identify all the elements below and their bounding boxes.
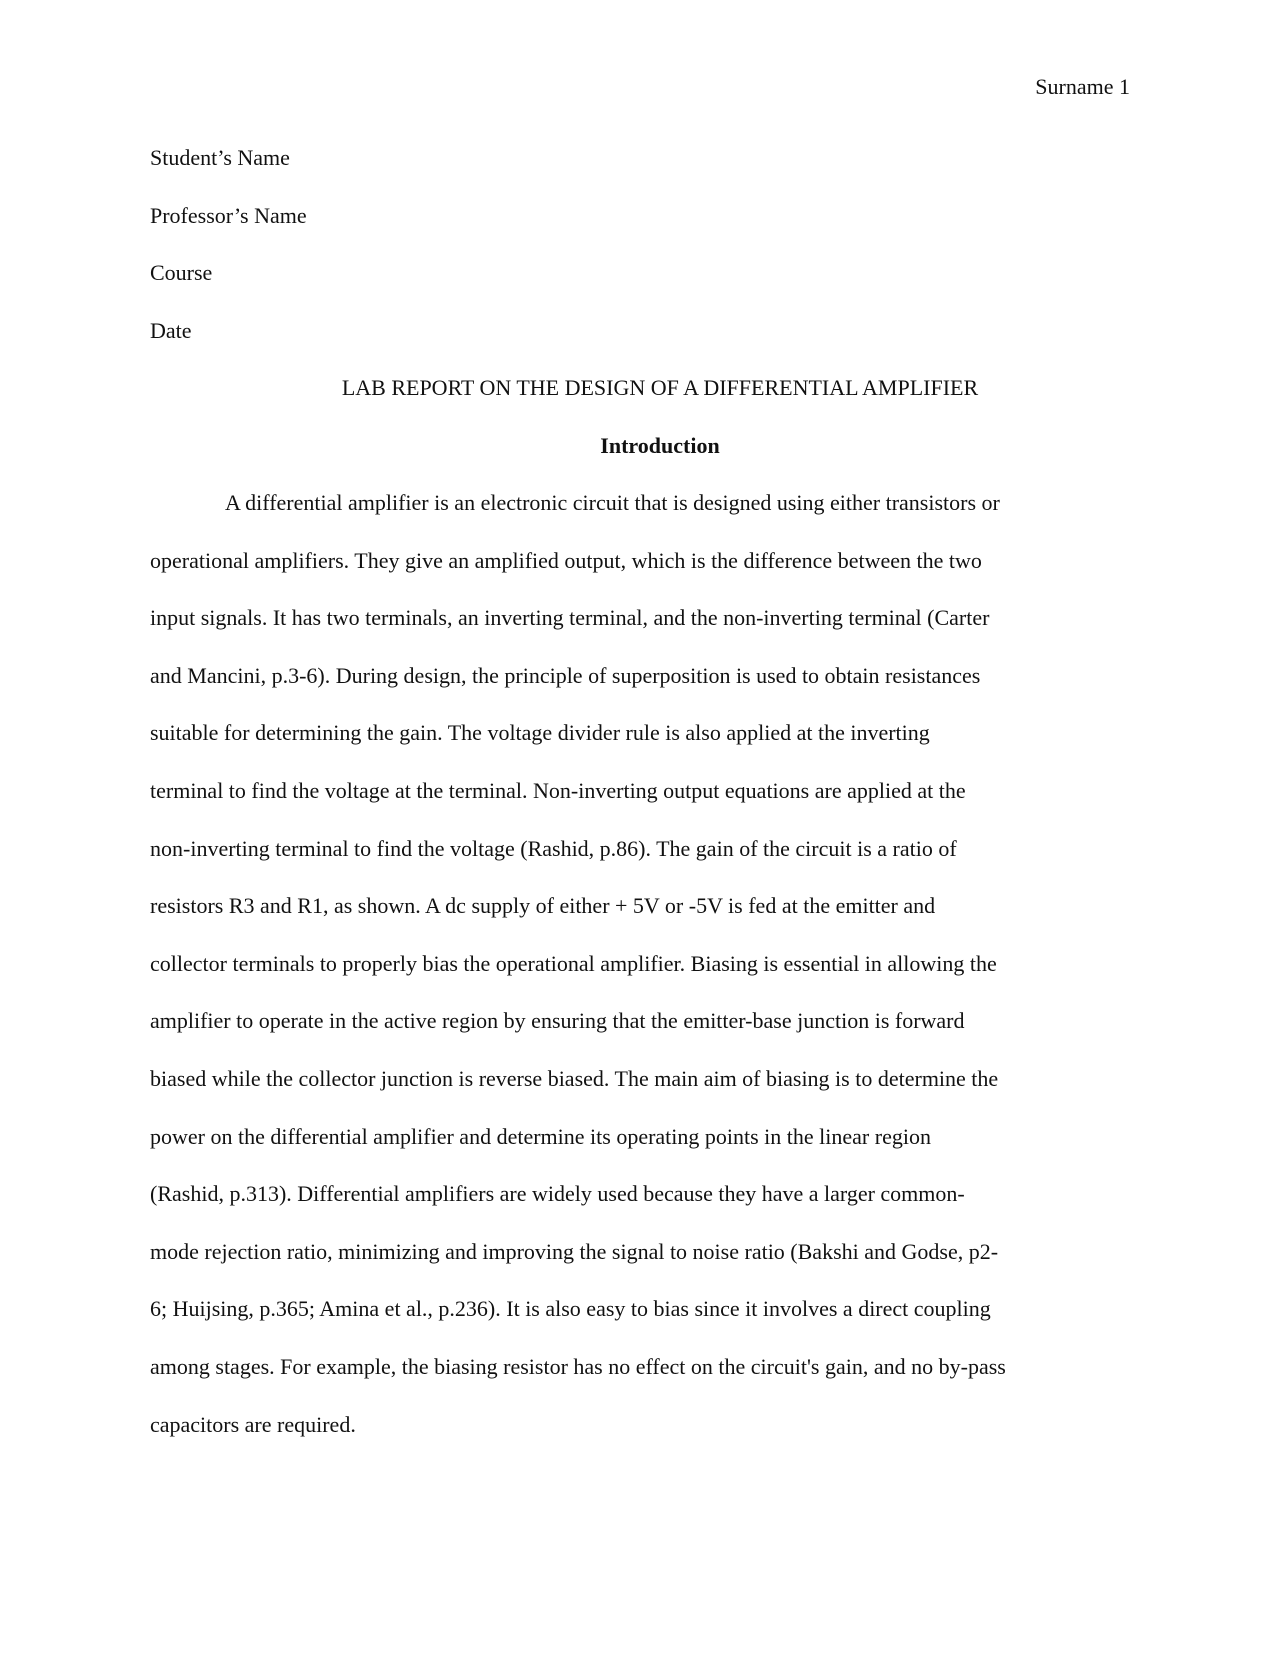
document-body	[150, 147, 1130, 1471]
paragraph-line: collector terminals to properly bias the operational amplifier. Biasing is essential in allowing the	[150, 950, 997, 976]
running-header: Surname 1	[1035, 74, 1130, 99]
paragraph-line: and Mancini, p.3-6). During design, the principle of superposition is used to obtain resistances	[150, 662, 981, 688]
document-title: LAB REPORT ON THE DESIGN OF A DIFFERENTIAL AMPLIFIER	[341, 375, 979, 400]
paragraph-line: power on the differential amplifier and determine its operating points in the linear region	[150, 1123, 931, 1149]
paragraph-line: resistors R3 and R1, as shown. A dc supply of either + 5V or -5V is fed at the emitter and	[150, 893, 936, 919]
course-name: Course	[150, 260, 213, 285]
professor-name: Professor’s Name	[150, 202, 307, 228]
paragraph-line: operational amplifiers. They give an amplified output, which is the difference between the two	[150, 547, 982, 573]
paragraph-line: (Rashid, p.313). Differential amplifiers are widely used because they have a larger common-	[150, 1181, 965, 1207]
section-heading: Introduction	[600, 432, 720, 458]
paragraph	[150, 492, 1130, 1471]
paragraph-line: amplifier to operate in the active region by ensuring that the emitter-base junction is forward	[150, 1008, 965, 1034]
paragraph-line: 6; Huijsing, p.365; Amina et al., p.236). It is also easy to bias since it involves a direct coupling	[150, 1296, 991, 1322]
paragraph-line: A differential amplifier is an electronic circuit that is designed using either transistors or	[225, 490, 1000, 515]
paragraph-line: capacitors are required.	[150, 1411, 356, 1437]
paragraph-line: non-inverting terminal to find the voltage (Rashid, p.86). The gain of the circuit is a ratio of	[150, 835, 957, 861]
paragraph-line: input signals. It has two terminals, an inverting terminal, and the non-inverting terminal (Carter	[150, 605, 990, 631]
date-line: Date	[150, 317, 192, 343]
paragraph-line: suitable for determining the gain. The voltage divider rule is also applied at the inverting	[150, 720, 930, 746]
paragraph-line: biased while the collector junction is reverse biased. The main aim of biasing is to determine the	[150, 1065, 999, 1091]
paragraph-line: among stages. For example, the biasing resistor has no effect on the circuit's gain, and no by-pass	[150, 1353, 1006, 1379]
student-name: Student’s Name	[150, 145, 290, 170]
paragraph-line: terminal to find the voltage at the terminal. Non-inverting output equations are applied at the	[150, 777, 966, 803]
paragraph-line: mode rejection ratio, minimizing and improving the signal to noise ratio (Bakshi and Godse, p2-	[150, 1238, 999, 1264]
